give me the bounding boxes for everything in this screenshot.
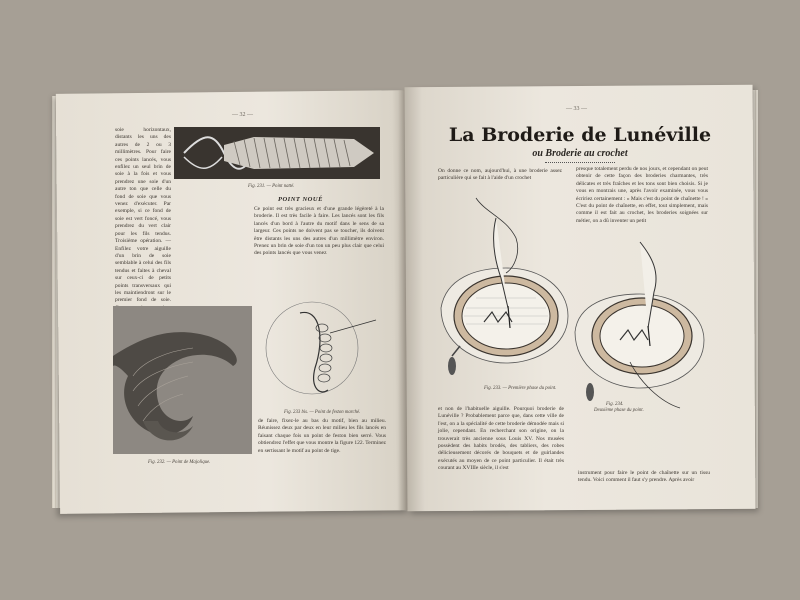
braid-figure-caption: Fig. 231. — Point natté. (248, 184, 295, 189)
bottom-col1-text: et non de l'habituelle aiguille. Pourquoi broderie de Lunéville ? Probablement parce que, dans cette ville de l'est, on a la spécialité de cette broderie démodée mais si jolie, cependant. En recherchant son origine, on la trouverait très ancienne sous Louis XV. Nos musées possèdent des habits brodés, des tabliers, des robes délicieusement décorés de bouquets et de guirlandes exécutés au moyen de ce point particulier. Il était très courant au XVIIIe siècle, il s'est (438, 406, 564, 472)
phase1-figure-caption: Fig. 233. — Première phase du point. (484, 386, 557, 391)
phase2-figure-caption-1: Fig. 234. (606, 402, 624, 407)
feston-stitch-figure (270, 278, 380, 406)
intro-col1-text: On donne ce nom, aujourd'hui, à une broderie assez particulière qui se fait à l'aide d'un crochet (438, 168, 562, 182)
page-subtitle: ou Broderie au crochet (532, 148, 628, 159)
left-col2-text: Ce point est très gracieux et d'une grande légèreté à la broderie. Il est très facile à faire. Les lancés sont les fils lancés d'un bord à l'autre du motif dans le sens de sa largeur. Ces points ne doivent pas se toucher, ils doivent être distants les uns des autres d'un millimètre environ. Prenez un brin de soie d'un ton un peu plus clair que celui des points lancés que vous venez (254, 206, 384, 257)
left-page-number: — 32 — (232, 112, 253, 118)
page-title: La Broderie de Lunéville (448, 124, 712, 146)
point-noue-heading: POINT NOUÉ (278, 196, 323, 203)
majolique-figure-caption: Fig. 232. — Point de Majolique. (148, 460, 211, 465)
majolique-stitch-figure (113, 306, 252, 454)
right-page-number: — 33 — (566, 106, 587, 112)
intro-col2-text: presque totalement perdu de nos jours, et cependant on peut obtenir de cette façon des broderies charmantes, très délicates et très fraîches et les tons sont bien choisis. Si je vous en montrais une, après l'avoir examinée, vous vous écririez certainement : « Mais c'est du point de chaînette ! » C'est du point de chaînette, en effet, tout simplement, mais comme il est fait au crochet, les broderies soignées sur métier, on a dû inventer un petit (576, 166, 708, 224)
bottom-col2-text: instrument pour faire le point de chaînette sur un tissu tendu. Voici comment il faut s'y prendre. Après avoir (578, 470, 710, 484)
crochet-phase1-figure (436, 198, 574, 384)
crochet-phase2-figure (570, 232, 710, 410)
title-divider (545, 162, 615, 163)
left-col2-bottom-text: de faire, fixez-le au bas du motif, bien au milieu. Réunissez deux par deux en leur milieu les fils lancés en faisant chaque fois un point de feston bien serré. Vous obtiendrez l'effet que vous montre la figure 122. Terminez en sertissant le motif au point de tige. (258, 418, 386, 454)
phase2-figure-caption-2: Deuxième phase du point. (594, 408, 644, 413)
feston-figure-caption: Fig. 233 bis. — Point de feston marché. (284, 410, 361, 415)
left-col1-text: soie horizontaux, distants les uns des autres de 2 ou 3 millimètres. Pour faire ces points lancés, vous enfilez un seul brin de soie à la fois et vous prendrez une soie d'un autre ton que celle du fond de soie que vous venez d'exécuter. Par exemple, si ce fond de soie est vert foncé, vous prendrez du vert clair pour les fils tendus. Troisième opération. — Enfilez votre aiguille d'un brin de soie semblable à celui des fils tendus et faites à cheval sur ceux-ci de petits points transversaux qui les maintiendront sur le premier fond de soie. (115, 127, 171, 304)
braid-stitch-figure (174, 127, 380, 179)
